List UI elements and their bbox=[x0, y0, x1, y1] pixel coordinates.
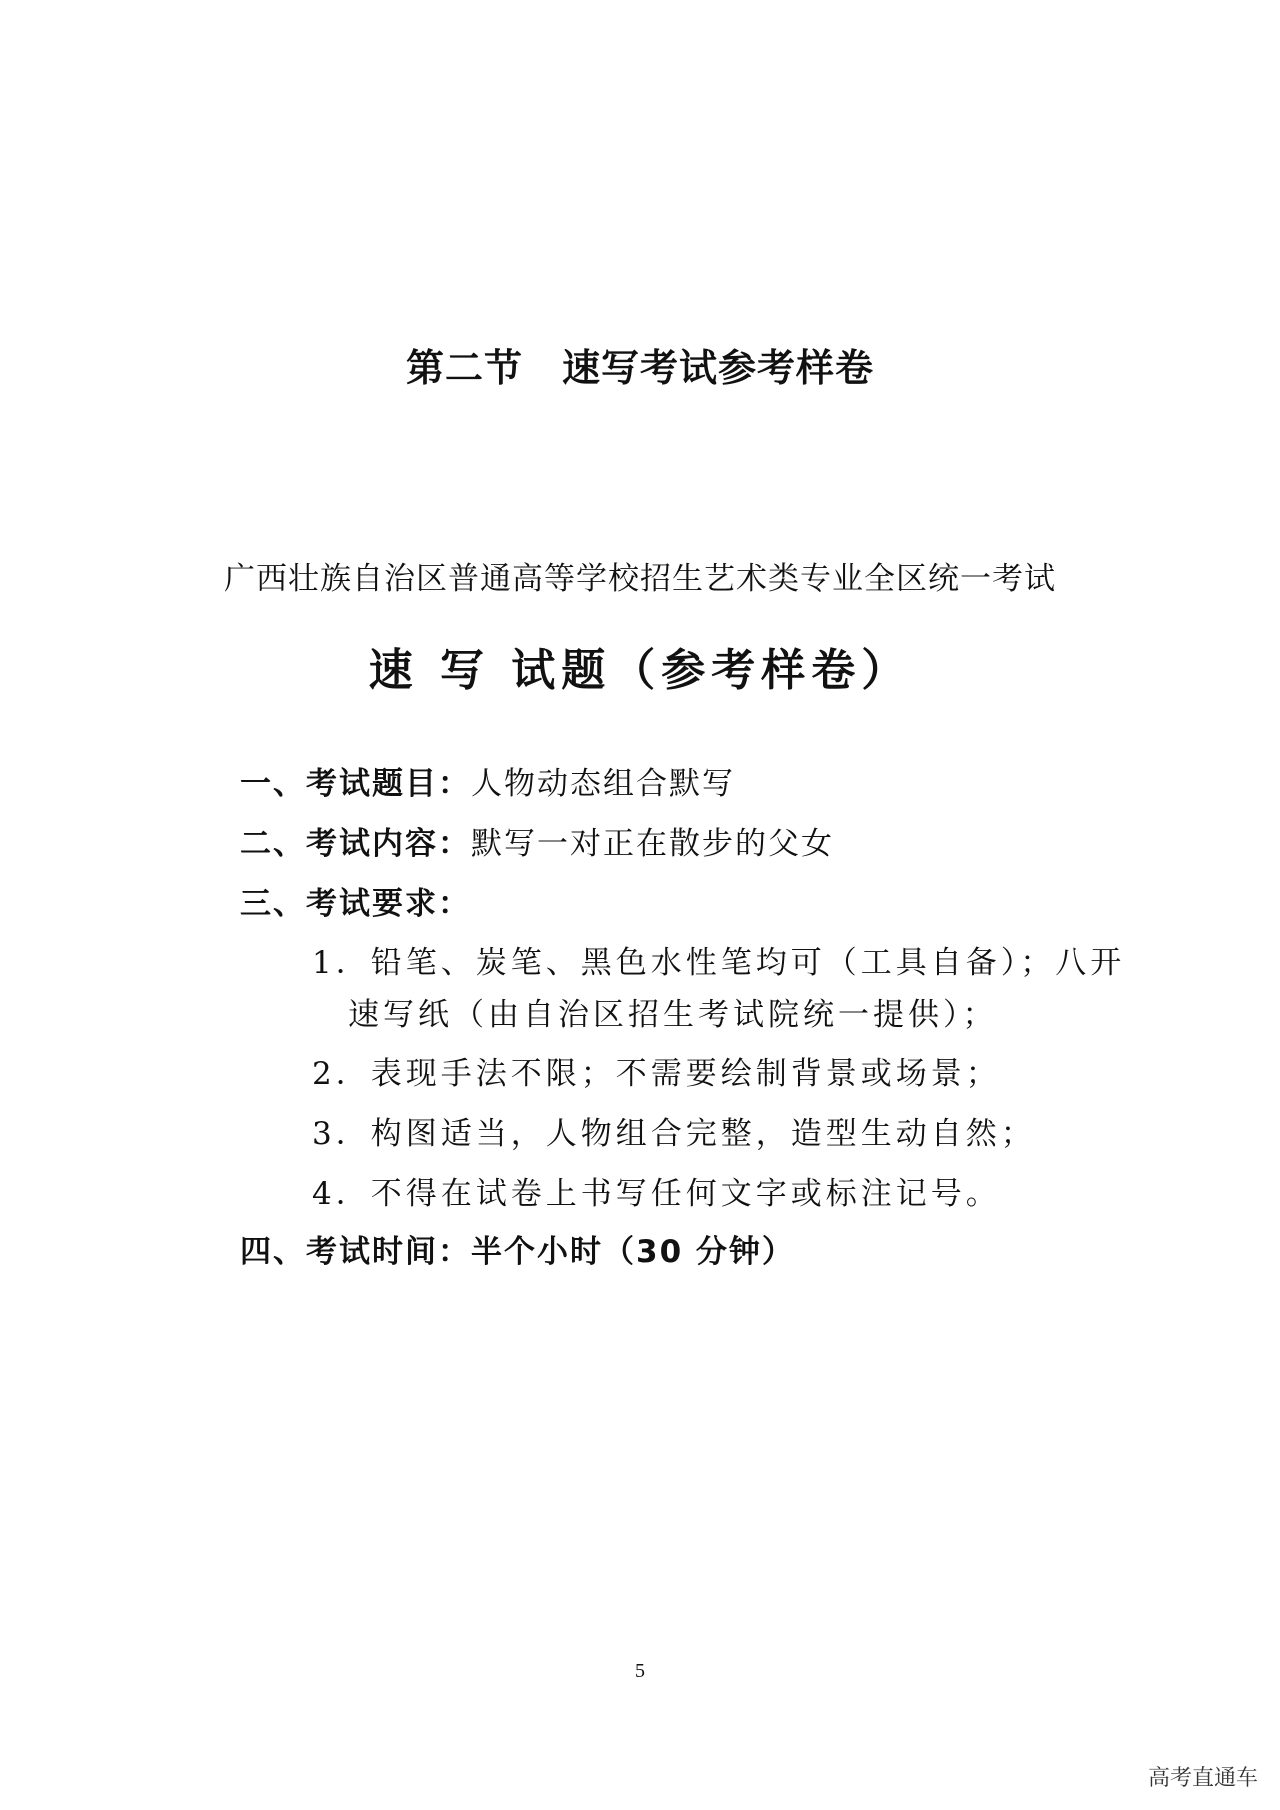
watermark: 高考直通车 bbox=[1147, 1766, 1258, 1791]
exam-time-label: 四、考试时间： bbox=[240, 1234, 471, 1270]
exam-organization-heading: 广西壮族自治区普通高等学校招生艺术类专业全区统一考试 bbox=[224, 561, 1056, 597]
exam-content-value: 默写一对正在散步的父女 bbox=[471, 826, 834, 862]
exam-requirements-label: 三、考试要求： bbox=[240, 886, 471, 922]
exam-topic-value: 人物动态组合默写 bbox=[471, 766, 735, 802]
exam-topic-item bbox=[240, 758, 735, 803]
requirement-1-continued: 速写纸（由自治区招生考试院统一提供）； bbox=[348, 997, 998, 1033]
requirement-3: 3．构图适当，人物组合完整，造型生动自然； bbox=[312, 1116, 1036, 1152]
exam-content-label: 二、考试内容： bbox=[240, 826, 471, 862]
requirement-2: 2．表现手法不限；不需要绘制背景或场景； bbox=[312, 1056, 1001, 1092]
exam-title: 速 写 试题（参考样卷） bbox=[368, 645, 912, 696]
exam-time-value: 半个小时（30 分钟） bbox=[471, 1234, 795, 1270]
requirement-1: 1．铅笔、炭笔、黑色水性笔均可（工具自备）；八开 bbox=[312, 945, 1126, 981]
requirement-4: 4．不得在试卷上书写任何文字或标注记号。 bbox=[312, 1176, 1001, 1212]
exam-time-item bbox=[240, 1226, 795, 1271]
exam-requirements-item bbox=[240, 878, 471, 923]
section-title: 第二节 速写考试参考样卷 bbox=[405, 346, 874, 390]
exam-content-item bbox=[240, 818, 834, 863]
exam-topic-label: 一、考试题目： bbox=[240, 766, 471, 802]
page-number: 5 bbox=[635, 1660, 645, 1682]
